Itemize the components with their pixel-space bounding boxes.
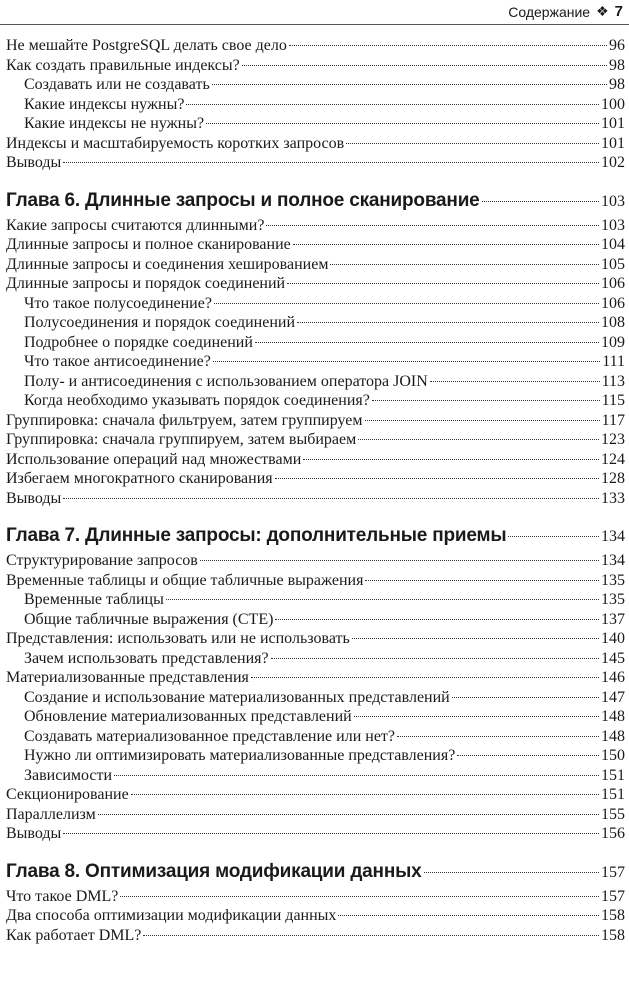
dot-leader bbox=[214, 303, 599, 304]
entry-page-number: 106 bbox=[601, 275, 625, 292]
toc-entry[interactable] bbox=[6, 805, 625, 825]
entry-page-number: 96 bbox=[609, 37, 625, 54]
toc-subentry[interactable] bbox=[6, 294, 625, 314]
entry-page-number: 133 bbox=[601, 489, 625, 507]
toc-subentry[interactable] bbox=[6, 766, 625, 786]
dot-leader bbox=[242, 65, 607, 66]
entry-title: Индексы и масштабируемость коротких запросов bbox=[6, 134, 345, 152]
entry-title: Что такое антисоединение? bbox=[24, 353, 211, 370]
dot-leader bbox=[275, 619, 599, 620]
toc-entry[interactable] bbox=[6, 926, 625, 946]
entry-title: Избегаем многократного сканирования bbox=[6, 470, 273, 487]
entry-page-number: 147 bbox=[601, 688, 625, 706]
entry-title: Как работает DML? bbox=[6, 926, 142, 944]
entry-title: Материализованные представления bbox=[6, 669, 249, 686]
toc-subentry[interactable] bbox=[6, 352, 625, 372]
entry-page-number: 98 bbox=[609, 56, 625, 74]
dot-leader bbox=[63, 498, 599, 499]
dot-leader bbox=[213, 361, 600, 362]
dot-leader bbox=[358, 439, 599, 440]
entry-title: Полу- и антисоединения с использованием оператора JOIN bbox=[24, 372, 428, 390]
page-number: 7 bbox=[614, 3, 623, 20]
entry-page-number: 101 bbox=[601, 115, 625, 132]
entry-page-number: 101 bbox=[601, 134, 625, 152]
entry-title: Два способа оптимизации модификации данных bbox=[6, 907, 337, 924]
toc-entry[interactable] bbox=[6, 887, 625, 907]
entry-title: Создавать материализованное представление или нет? bbox=[24, 727, 396, 745]
dot-leader bbox=[255, 342, 599, 343]
toc-entry[interactable] bbox=[6, 469, 625, 489]
dot-leader bbox=[452, 697, 599, 698]
toc-subentry[interactable] bbox=[6, 333, 625, 353]
entry-title: Что такое полусоединение? bbox=[24, 294, 212, 312]
entry-title: Длинные запросы и полное сканирование bbox=[6, 236, 291, 253]
dot-leader bbox=[303, 459, 599, 460]
dot-leader bbox=[457, 755, 599, 756]
entry-page-number: 134 bbox=[601, 552, 625, 569]
toc-subentry[interactable] bbox=[6, 610, 625, 630]
dot-leader bbox=[212, 84, 607, 85]
toc-subentry[interactable] bbox=[6, 114, 625, 134]
toc-subentry[interactable] bbox=[6, 313, 625, 333]
page-header bbox=[0, 0, 629, 25]
entry-title: Параллелизм bbox=[6, 805, 96, 823]
dot-leader bbox=[131, 794, 599, 795]
entry-title: Использование операций над множествами bbox=[6, 450, 302, 468]
entry-title: Длинные запросы и порядок соединений bbox=[6, 275, 286, 292]
toc-subentry[interactable] bbox=[6, 391, 625, 411]
toc-entry[interactable] bbox=[6, 430, 625, 450]
toc-subentry[interactable] bbox=[6, 746, 625, 766]
dot-leader bbox=[297, 322, 599, 323]
toc-entry[interactable] bbox=[6, 668, 625, 688]
chapter-heading[interactable] bbox=[6, 525, 625, 547]
toc-entry[interactable] bbox=[6, 216, 625, 236]
entry-title: Общие табличные выражения (CTE) bbox=[24, 610, 274, 628]
dot-leader bbox=[397, 736, 599, 737]
entry-page-number: 146 bbox=[601, 669, 625, 686]
chapter-heading[interactable] bbox=[6, 861, 625, 883]
entry-page-number: 102 bbox=[601, 154, 625, 171]
dot-leader bbox=[287, 283, 599, 284]
toc-entry[interactable] bbox=[6, 489, 625, 509]
dot-leader bbox=[365, 420, 600, 421]
dot-leader bbox=[143, 935, 599, 936]
dot-leader bbox=[289, 45, 607, 46]
entry-page-number: 137 bbox=[601, 610, 625, 628]
entry-title: Подробнее о порядке соединений bbox=[24, 333, 253, 351]
entry-page-number: 158 bbox=[601, 926, 625, 944]
toc-subentry[interactable] bbox=[6, 75, 625, 95]
dot-leader bbox=[365, 580, 599, 581]
entry-title: Временные таблицы и общие табличные выражения bbox=[6, 571, 364, 589]
dot-leader bbox=[508, 536, 599, 537]
toc-subentry[interactable] bbox=[6, 95, 625, 115]
entry-page-number: 113 bbox=[601, 372, 625, 390]
chapter-page-number: 134 bbox=[601, 528, 625, 545]
dot-leader bbox=[424, 872, 600, 873]
entry-title: Группировка: сначала группируем, затем выбираем bbox=[6, 431, 357, 448]
entry-page-number: 150 bbox=[601, 747, 625, 764]
chapter-title: Глава 7. Длинные запросы: дополнительные приемы bbox=[6, 525, 507, 546]
dot-leader bbox=[166, 599, 599, 600]
dot-leader bbox=[251, 677, 599, 678]
toc-subentry[interactable] bbox=[6, 649, 625, 669]
entry-title: Нужно ли оптимизировать материализованные представления? bbox=[24, 747, 456, 764]
dot-leader bbox=[63, 833, 599, 834]
toc-subentry[interactable] bbox=[6, 688, 625, 708]
entry-title: Секционирование bbox=[6, 786, 129, 803]
entry-title: Полусоединения и порядок соединений bbox=[24, 314, 296, 331]
entry-title: Какие индексы нужны? bbox=[24, 95, 185, 113]
dot-leader bbox=[338, 915, 599, 916]
toc-subentry[interactable] bbox=[6, 590, 625, 610]
chapter-title: Глава 6. Длинные запросы и полное сканирование bbox=[6, 189, 480, 211]
dot-leader bbox=[114, 775, 599, 776]
dot-leader bbox=[293, 244, 599, 245]
entry-page-number: 135 bbox=[601, 571, 625, 589]
entry-page-number: 104 bbox=[601, 236, 625, 253]
entry-title: Создание и использование материализованных представлений bbox=[24, 688, 450, 706]
dot-leader bbox=[186, 104, 599, 105]
entry-page-number: 155 bbox=[601, 805, 625, 823]
toc-entry[interactable] bbox=[6, 551, 625, 571]
entry-page-number: 128 bbox=[601, 470, 625, 487]
entry-title: Зависимости bbox=[24, 766, 113, 784]
entry-page-number: 151 bbox=[601, 766, 625, 784]
entry-page-number: 157 bbox=[601, 887, 625, 905]
toc-entry[interactable] bbox=[6, 255, 625, 275]
toc-entry[interactable] bbox=[6, 235, 625, 255]
dot-leader bbox=[430, 381, 600, 382]
toc-entry[interactable] bbox=[6, 785, 625, 805]
entry-title: Как создать правильные индексы? bbox=[6, 56, 240, 74]
entry-page-number: 100 bbox=[601, 95, 625, 113]
entry-page-number: 148 bbox=[601, 708, 625, 725]
entry-page-number: 145 bbox=[601, 649, 625, 667]
toc-subentry[interactable] bbox=[6, 372, 625, 392]
entry-page-number: 135 bbox=[601, 591, 625, 608]
entry-title: Зачем использовать представления? bbox=[24, 649, 269, 667]
toc-entry[interactable] bbox=[6, 629, 625, 649]
entry-title: Не мешайте PostgreSQL делать свое дело bbox=[6, 37, 287, 54]
dot-leader bbox=[200, 560, 599, 561]
entry-title: Какие индексы не нужны? bbox=[24, 115, 205, 132]
entry-title: Структурирование запросов bbox=[6, 552, 198, 569]
entry-page-number: 109 bbox=[601, 333, 625, 351]
entry-page-number: 148 bbox=[601, 727, 625, 745]
entry-title: Когда необходимо указывать порядок соединения? bbox=[24, 392, 370, 409]
entry-page-number: 108 bbox=[601, 314, 625, 331]
chapter-page-number: 157 bbox=[601, 863, 625, 881]
chapter-heading[interactable] bbox=[6, 190, 625, 212]
dot-leader bbox=[206, 123, 599, 124]
dot-leader bbox=[271, 658, 599, 659]
entry-page-number: 98 bbox=[609, 76, 625, 93]
toc-subentry[interactable] bbox=[6, 727, 625, 747]
running-head bbox=[508, 3, 623, 20]
entry-title: Выводы bbox=[6, 489, 62, 507]
dot-leader bbox=[330, 264, 599, 265]
toc-entry[interactable] bbox=[6, 571, 625, 591]
chapter-page-number: 103 bbox=[601, 192, 625, 210]
toc-entry[interactable] bbox=[6, 36, 625, 56]
toc-entry[interactable] bbox=[6, 134, 625, 154]
entry-title: Длинные запросы и соединения хешированием bbox=[6, 255, 329, 273]
dot-leader bbox=[275, 478, 599, 479]
chapter-title: Глава 8. Оптимизация модификации данных bbox=[6, 860, 422, 882]
entry-title: Что такое DML? bbox=[6, 887, 119, 905]
entry-page-number: 124 bbox=[601, 450, 625, 468]
entry-page-number: 151 bbox=[601, 786, 625, 803]
dot-leader bbox=[372, 400, 600, 401]
dot-leader bbox=[120, 896, 599, 897]
toc-entry[interactable] bbox=[6, 906, 625, 926]
entry-page-number: 123 bbox=[601, 431, 625, 448]
dot-leader bbox=[354, 716, 599, 717]
toc-subentry[interactable] bbox=[6, 707, 625, 727]
entry-title: Создавать или не создавать bbox=[24, 76, 210, 93]
entry-title: Обновление материализованных представлений bbox=[24, 708, 352, 725]
dot-leader bbox=[266, 225, 599, 226]
table-of-contents bbox=[6, 36, 625, 945]
entry-title: Временные таблицы bbox=[24, 591, 164, 608]
toc-entry[interactable] bbox=[6, 56, 625, 76]
entry-title: Какие запросы считаются длинными? bbox=[6, 216, 265, 234]
dot-leader bbox=[482, 201, 599, 202]
toc-entry[interactable] bbox=[6, 411, 625, 431]
dot-leader bbox=[346, 143, 599, 144]
entry-page-number: 156 bbox=[601, 825, 625, 842]
entry-page-number: 103 bbox=[601, 216, 625, 234]
entry-page-number: 111 bbox=[602, 353, 625, 370]
entry-page-number: 158 bbox=[601, 907, 625, 924]
ornament-icon: ❖ bbox=[596, 3, 609, 19]
entry-page-number: 105 bbox=[601, 255, 625, 273]
toc-entry[interactable] bbox=[6, 450, 625, 470]
entry-title: Представления: использовать или не использовать bbox=[6, 630, 350, 647]
entry-title: Выводы bbox=[6, 825, 62, 842]
entry-title: Выводы bbox=[6, 154, 62, 171]
dot-leader bbox=[98, 814, 599, 815]
entry-page-number: 140 bbox=[601, 630, 625, 647]
entry-title: Группировка: сначала фильтруем, затем группируем bbox=[6, 411, 363, 429]
entry-page-number: 117 bbox=[601, 411, 625, 429]
toc-entry[interactable] bbox=[6, 824, 625, 844]
entry-page-number: 106 bbox=[601, 294, 625, 312]
dot-leader bbox=[352, 638, 599, 639]
toc-entry[interactable] bbox=[6, 153, 625, 173]
entry-page-number: 115 bbox=[601, 392, 625, 409]
section-title: Содержание bbox=[508, 3, 591, 20]
toc-entry[interactable] bbox=[6, 274, 625, 294]
dot-leader bbox=[63, 162, 599, 163]
